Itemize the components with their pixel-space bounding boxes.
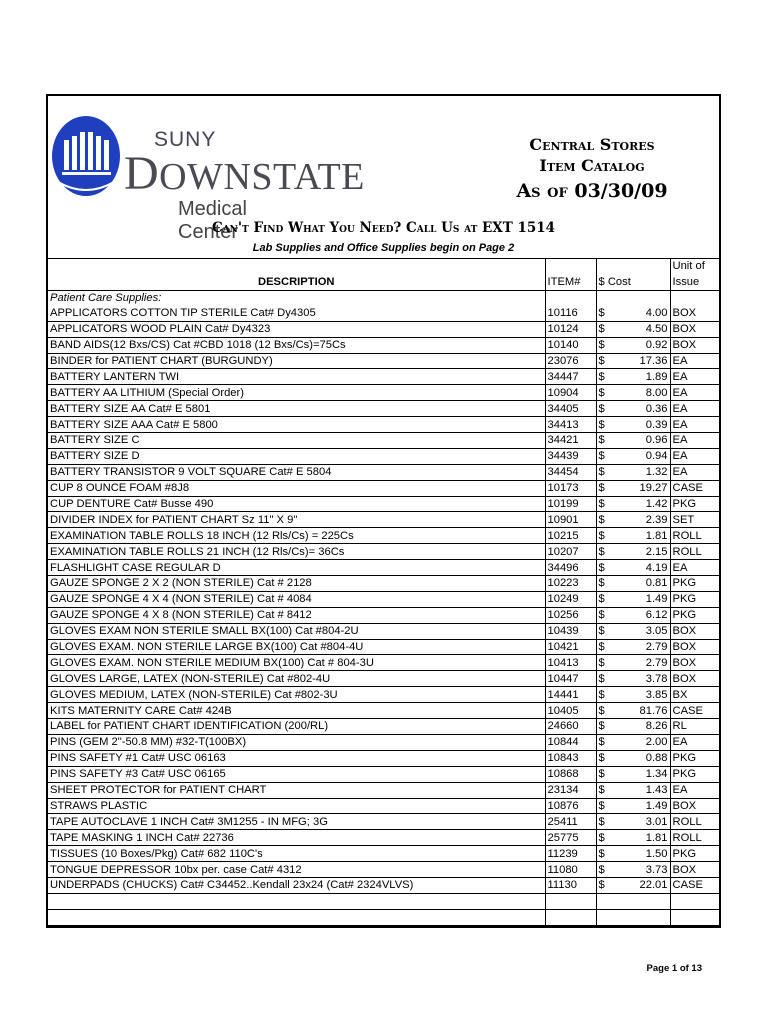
item-cost: 2.00 — [613, 734, 670, 750]
blank-row — [48, 909, 719, 925]
unit-of-issue: EA — [670, 448, 719, 464]
item-cost: 2.79 — [613, 639, 670, 655]
item-number: 23076 — [545, 353, 596, 369]
currency-symbol: $ — [596, 544, 613, 560]
unit-of-issue: ROLL — [670, 544, 719, 560]
unit-of-issue: PKG — [670, 766, 719, 782]
item-description: GLOVES EXAM NON STERILE SMALL BX(100) Cat #804-2U — [48, 623, 545, 639]
item-cost: 3.73 — [613, 862, 670, 878]
item-description: PINS (GEM 2"-50.8 MM) #32-T(100BX) — [48, 734, 545, 750]
item-number: 10844 — [545, 734, 596, 750]
item-number: 34439 — [545, 448, 596, 464]
item-number: 34447 — [545, 369, 596, 385]
unit-of-issue: EA — [670, 734, 719, 750]
table-row — [48, 703, 719, 719]
item-description: GLOVES EXAM. NON STERILE LARGE BX(100) Cat #804-4U — [48, 639, 545, 655]
item-cost: 0.94 — [613, 448, 670, 464]
unit-of-issue: BX — [670, 687, 719, 703]
currency-symbol: $ — [596, 528, 613, 544]
item-cost: 1.81 — [613, 830, 670, 846]
currency-symbol: $ — [596, 846, 613, 862]
item-number: 10421 — [545, 639, 596, 655]
item-description: GLOVES MEDIUM, LATEX (NON-STERILE) Cat #802-3U — [48, 687, 545, 703]
item-description: APPLICATORS WOOD PLAIN Cat# Dy4323 — [48, 321, 545, 337]
item-cost: 3.01 — [613, 814, 670, 830]
downstate-logo — [50, 112, 365, 243]
item-description: EXAMINATION TABLE ROLLS 21 INCH (12 Rls/Cs)= 36Cs — [48, 544, 545, 560]
unit-of-issue: BOX — [670, 639, 719, 655]
item-number: 10199 — [545, 496, 596, 512]
table-row — [48, 306, 719, 321]
item-number: 11239 — [545, 846, 596, 862]
item-number: 10876 — [545, 798, 596, 814]
table-row — [48, 448, 719, 464]
item-description: GLOVES EXAM. NON STERILE MEDIUM BX(100) Cat # 804-3U — [48, 655, 545, 671]
table-row — [48, 782, 719, 798]
currency-symbol: $ — [596, 719, 613, 735]
item-number: 23134 — [545, 782, 596, 798]
unit-of-issue: PKG — [670, 591, 719, 607]
unit-of-issue: BOX — [670, 623, 719, 639]
item-description: STRAWS PLASTIC — [48, 798, 545, 814]
table-row — [48, 719, 719, 735]
unit-of-issue: EA — [670, 417, 719, 433]
item-cost: 2.79 — [613, 655, 670, 671]
unit-of-issue: CASE — [670, 877, 719, 893]
currency-symbol: $ — [596, 306, 613, 321]
item-description: FLASHLIGHT CASE REGULAR D — [48, 560, 545, 576]
currency-symbol: $ — [596, 369, 613, 385]
currency-symbol: $ — [596, 798, 613, 814]
item-number: 10249 — [545, 591, 596, 607]
currency-symbol: $ — [596, 734, 613, 750]
item-number: 11130 — [545, 877, 596, 893]
unit-of-issue: BOX — [670, 337, 719, 353]
table-row — [48, 496, 719, 512]
currency-symbol: $ — [596, 353, 613, 369]
item-description: GAUZE SPONGE 4 X 8 (NON STERILE) Cat # 8412 — [48, 607, 545, 623]
page-note: Lab Supplies and Office Supplies begin on Page 2 — [252, 242, 515, 254]
item-description: TONGUE DEPRESSOR 10bx per. case Cat# 4312 — [48, 862, 545, 878]
table-row — [48, 560, 719, 576]
item-description: BATTERY SIZE D — [48, 448, 545, 464]
unit-of-issue: EA — [670, 782, 719, 798]
table-row — [48, 480, 719, 496]
item-description: UNDERPADS (CHUCKS) Cat# C34452..Kendall 23x24 (Cat# 2324VLVS) — [48, 877, 545, 893]
logo-suny-text: SUNY — [154, 128, 217, 151]
unit-of-issue: EA — [670, 560, 719, 576]
item-description: BATTERY SIZE AAA Cat# E 5800 — [48, 417, 545, 433]
item-description: BATTERY TRANSISTOR 9 VOLT SQUARE Cat# E 5804 — [48, 464, 545, 480]
unit-of-issue: BOX — [670, 798, 719, 814]
catalog-title — [477, 134, 707, 202]
item-number: 10173 — [545, 480, 596, 496]
item-number: 10124 — [545, 321, 596, 337]
item-cost: 0.36 — [613, 401, 670, 417]
table-row — [48, 576, 719, 592]
item-description: GAUZE SPONGE 4 X 4 (NON STERILE) Cat # 4084 — [48, 591, 545, 607]
call-us-headline: Can't Find What You Need? Call Us at EXT 1514 — [211, 220, 556, 236]
table-row — [48, 433, 719, 449]
item-cost: 1.81 — [613, 528, 670, 544]
item-cost: 3.85 — [613, 687, 670, 703]
item-number: 11080 — [545, 862, 596, 878]
unit-header-line1: Unit of — [670, 259, 719, 274]
table-row — [48, 814, 719, 830]
item-cost: 1.43 — [613, 782, 670, 798]
section-title: Patient Care Supplies: — [50, 292, 162, 305]
table-row — [48, 353, 719, 369]
item-description: GAUZE SPONGE 2 X 2 (NON STERILE) Cat # 2128 — [48, 576, 545, 592]
item-description: TAPE AUTOCLAVE 1 INCH Cat# 3M1255 - IN MFG; 3G — [48, 814, 545, 830]
unit-of-issue: PKG — [670, 576, 719, 592]
item-number: 10868 — [545, 766, 596, 782]
unit-header-line2: Issue — [670, 273, 719, 291]
unit-of-issue: CASE — [670, 703, 719, 719]
unit-of-issue: BOX — [670, 655, 719, 671]
currency-symbol: $ — [596, 814, 613, 830]
item-number: 34454 — [545, 464, 596, 480]
currency-symbol: $ — [596, 877, 613, 893]
item-description: SHEET PROTECTOR for PATIENT CHART — [48, 782, 545, 798]
item-cost: 22.01 — [613, 877, 670, 893]
catalog-date: As of 03/30/09 — [516, 180, 668, 202]
item-cost: 4.50 — [613, 321, 670, 337]
section-row — [48, 291, 719, 306]
item-number: 10256 — [545, 607, 596, 623]
currency-symbol: $ — [596, 750, 613, 766]
item-description: CUP 8 OUNCE FOAM #8J8 — [48, 480, 545, 496]
table-row — [48, 623, 719, 639]
unit-of-issue: PKG — [670, 846, 719, 862]
page-number: Page 1 of 13 — [646, 963, 702, 974]
item-cost: 1.49 — [613, 591, 670, 607]
unit-of-issue: SET — [670, 512, 719, 528]
item-number: 10215 — [545, 528, 596, 544]
item-number: 34413 — [545, 417, 596, 433]
item-table — [48, 258, 719, 926]
item-cost: 4.19 — [613, 560, 670, 576]
item-number: 10413 — [545, 655, 596, 671]
unit-of-issue: RL — [670, 719, 719, 735]
currency-symbol: $ — [596, 321, 613, 337]
item-cost: 1.32 — [613, 464, 670, 480]
table-row — [48, 321, 719, 337]
currency-symbol: $ — [596, 862, 613, 878]
unit-of-issue: PKG — [670, 607, 719, 623]
item-number: 10405 — [545, 703, 596, 719]
table-row — [48, 639, 719, 655]
description-header: DESCRIPTION — [48, 273, 545, 291]
currency-symbol: $ — [596, 655, 613, 671]
item-cost: 0.92 — [613, 337, 670, 353]
item-cost: 81.76 — [613, 703, 670, 719]
item-number: 10843 — [545, 750, 596, 766]
item-cost: 4.00 — [613, 306, 670, 321]
item-description: KITS MATERNITY CARE Cat# 424B — [48, 703, 545, 719]
item-number: 10904 — [545, 385, 596, 401]
item-number: 34421 — [545, 433, 596, 449]
table-row — [48, 687, 719, 703]
logo-downstate-text: DOWNSTATE — [124, 147, 365, 200]
unit-of-issue: EA — [670, 369, 719, 385]
table-row — [48, 877, 719, 893]
table-row — [48, 464, 719, 480]
item-description: CUP DENTURE Cat# Busse 490 — [48, 496, 545, 512]
unit-of-issue: ROLL — [670, 528, 719, 544]
item-cost: 2.39 — [613, 512, 670, 528]
table-row — [48, 734, 719, 750]
unit-of-issue: EA — [670, 353, 719, 369]
currency-symbol: $ — [596, 671, 613, 687]
table-header-row — [48, 273, 719, 291]
item-description: EXAMINATION TABLE ROLLS 18 INCH (12 Rls/Cs) = 225Cs — [48, 528, 545, 544]
item-description: BATTERY AA LITHIUM (Special Order) — [48, 385, 545, 401]
table-row — [48, 830, 719, 846]
item-number: 25775 — [545, 830, 596, 846]
unit-of-issue: EA — [670, 385, 719, 401]
currency-symbol: $ — [596, 830, 613, 846]
currency-symbol: $ — [596, 401, 613, 417]
table-row — [48, 655, 719, 671]
table-row — [48, 401, 719, 417]
table-row — [48, 591, 719, 607]
currency-symbol: $ — [596, 639, 613, 655]
currency-symbol: $ — [596, 464, 613, 480]
currency-symbol: $ — [596, 385, 613, 401]
item-number: 10140 — [545, 337, 596, 353]
item-cost: 1.50 — [613, 846, 670, 862]
unit-of-issue: CASE — [670, 480, 719, 496]
item-cost: 8.00 — [613, 385, 670, 401]
item-cost: 1.42 — [613, 496, 670, 512]
item-number: 25411 — [545, 814, 596, 830]
currency-symbol: $ — [596, 703, 613, 719]
unit-of-issue: BOX — [670, 321, 719, 337]
unit-of-issue: ROLL — [670, 814, 719, 830]
currency-symbol: $ — [596, 433, 613, 449]
currency-symbol: $ — [596, 782, 613, 798]
currency-symbol: $ — [596, 623, 613, 639]
item-description: BAND AIDS(12 Bxs/CS) Cat #CBD 1018 (12 Bxs/Cs)=75Cs — [48, 337, 545, 353]
item-number: 14441 — [545, 687, 596, 703]
blank-row — [48, 893, 719, 909]
item-number: 10439 — [545, 623, 596, 639]
unit-of-issue: PKG — [670, 750, 719, 766]
item-description: BATTERY SIZE AA Cat# E 5801 — [48, 401, 545, 417]
table-row — [48, 512, 719, 528]
item-description: BINDER for PATIENT CHART (BURGUNDY) — [48, 353, 545, 369]
currency-symbol: $ — [596, 607, 613, 623]
item-cost: 0.96 — [613, 433, 670, 449]
table-row — [48, 862, 719, 878]
logo-medical-center-text: Medical Center — [178, 198, 247, 243]
catalog-title-line1: Central Stores — [529, 135, 655, 154]
table-row — [48, 385, 719, 401]
unit-of-issue: EA — [670, 464, 719, 480]
table-row — [48, 607, 719, 623]
currency-symbol: $ — [596, 687, 613, 703]
item-description: TISSUES (10 Boxes/Pkg) Cat# 682 110C's — [48, 846, 545, 862]
item-cost: 19.27 — [613, 480, 670, 496]
unit-of-issue: EA — [670, 433, 719, 449]
table-header-row — [48, 259, 719, 274]
table-row — [48, 766, 719, 782]
item-number: 24660 — [545, 719, 596, 735]
table-row — [48, 750, 719, 766]
item-cost: 1.49 — [613, 798, 670, 814]
item-cost: 6.12 — [613, 607, 670, 623]
item-cost: 2.15 — [613, 544, 670, 560]
item-description: APPLICATORS COTTON TIP STERILE Cat# Dy4305 — [48, 306, 545, 321]
currency-symbol: $ — [596, 591, 613, 607]
currency-symbol: $ — [596, 337, 613, 353]
catalog-title-line2: Item Catalog — [539, 156, 645, 175]
item-number: 10901 — [545, 512, 596, 528]
catalog-page-frame — [46, 94, 721, 928]
currency-symbol: $ — [596, 496, 613, 512]
table-row — [48, 544, 719, 560]
item-description: TAPE MASKING 1 INCH Cat# 22736 — [48, 830, 545, 846]
unit-of-issue: PKG — [670, 496, 719, 512]
table-row — [48, 369, 719, 385]
item-cost: 0.39 — [613, 417, 670, 433]
currency-symbol: $ — [596, 560, 613, 576]
item-cost: 0.88 — [613, 750, 670, 766]
cost-header: $ Cost — [596, 273, 670, 291]
table-row — [48, 671, 719, 687]
item-number-header: ITEM# — [545, 273, 596, 291]
downstate-seal-icon — [50, 112, 126, 200]
item-cost: 0.81 — [613, 576, 670, 592]
item-cost: 17.36 — [613, 353, 670, 369]
unit-of-issue: BOX — [670, 671, 719, 687]
table-row — [48, 337, 719, 353]
table-row — [48, 846, 719, 862]
item-description: DIVIDER INDEX for PATIENT CHART Sz 11" X 9" — [48, 512, 545, 528]
item-description: PINS SAFETY #3 Cat# USC 06165 — [48, 766, 545, 782]
currency-symbol: $ — [596, 512, 613, 528]
item-cost: 1.89 — [613, 369, 670, 385]
item-cost: 3.78 — [613, 671, 670, 687]
currency-symbol: $ — [596, 766, 613, 782]
unit-of-issue: BOX — [670, 862, 719, 878]
table-row — [48, 417, 719, 433]
item-number: 34405 — [545, 401, 596, 417]
item-number: 10223 — [545, 576, 596, 592]
unit-of-issue: BOX — [670, 306, 719, 321]
item-cost: 1.34 — [613, 766, 670, 782]
item-number: 34496 — [545, 560, 596, 576]
currency-symbol: $ — [596, 448, 613, 464]
item-description: BATTERY LANTERN TWI — [48, 369, 545, 385]
currency-symbol: $ — [596, 417, 613, 433]
item-number: 10116 — [545, 306, 596, 321]
unit-of-issue: EA — [670, 401, 719, 417]
unit-of-issue: ROLL — [670, 830, 719, 846]
item-description: LABEL for PATIENT CHART IDENTIFICATION (200/RL) — [48, 719, 545, 735]
table-row — [48, 528, 719, 544]
currency-symbol: $ — [596, 480, 613, 496]
item-number: 10447 — [545, 671, 596, 687]
currency-symbol: $ — [596, 576, 613, 592]
item-description: BATTERY SIZE C — [48, 433, 545, 449]
item-cost: 3.05 — [613, 623, 670, 639]
table-row — [48, 798, 719, 814]
item-number: 10207 — [545, 544, 596, 560]
item-description: GLOVES LARGE, LATEX (NON-STERILE) Cat #802-4U — [48, 671, 545, 687]
item-description: PINS SAFETY #1 Cat# USC 06163 — [48, 750, 545, 766]
item-cost: 8.26 — [613, 719, 670, 735]
